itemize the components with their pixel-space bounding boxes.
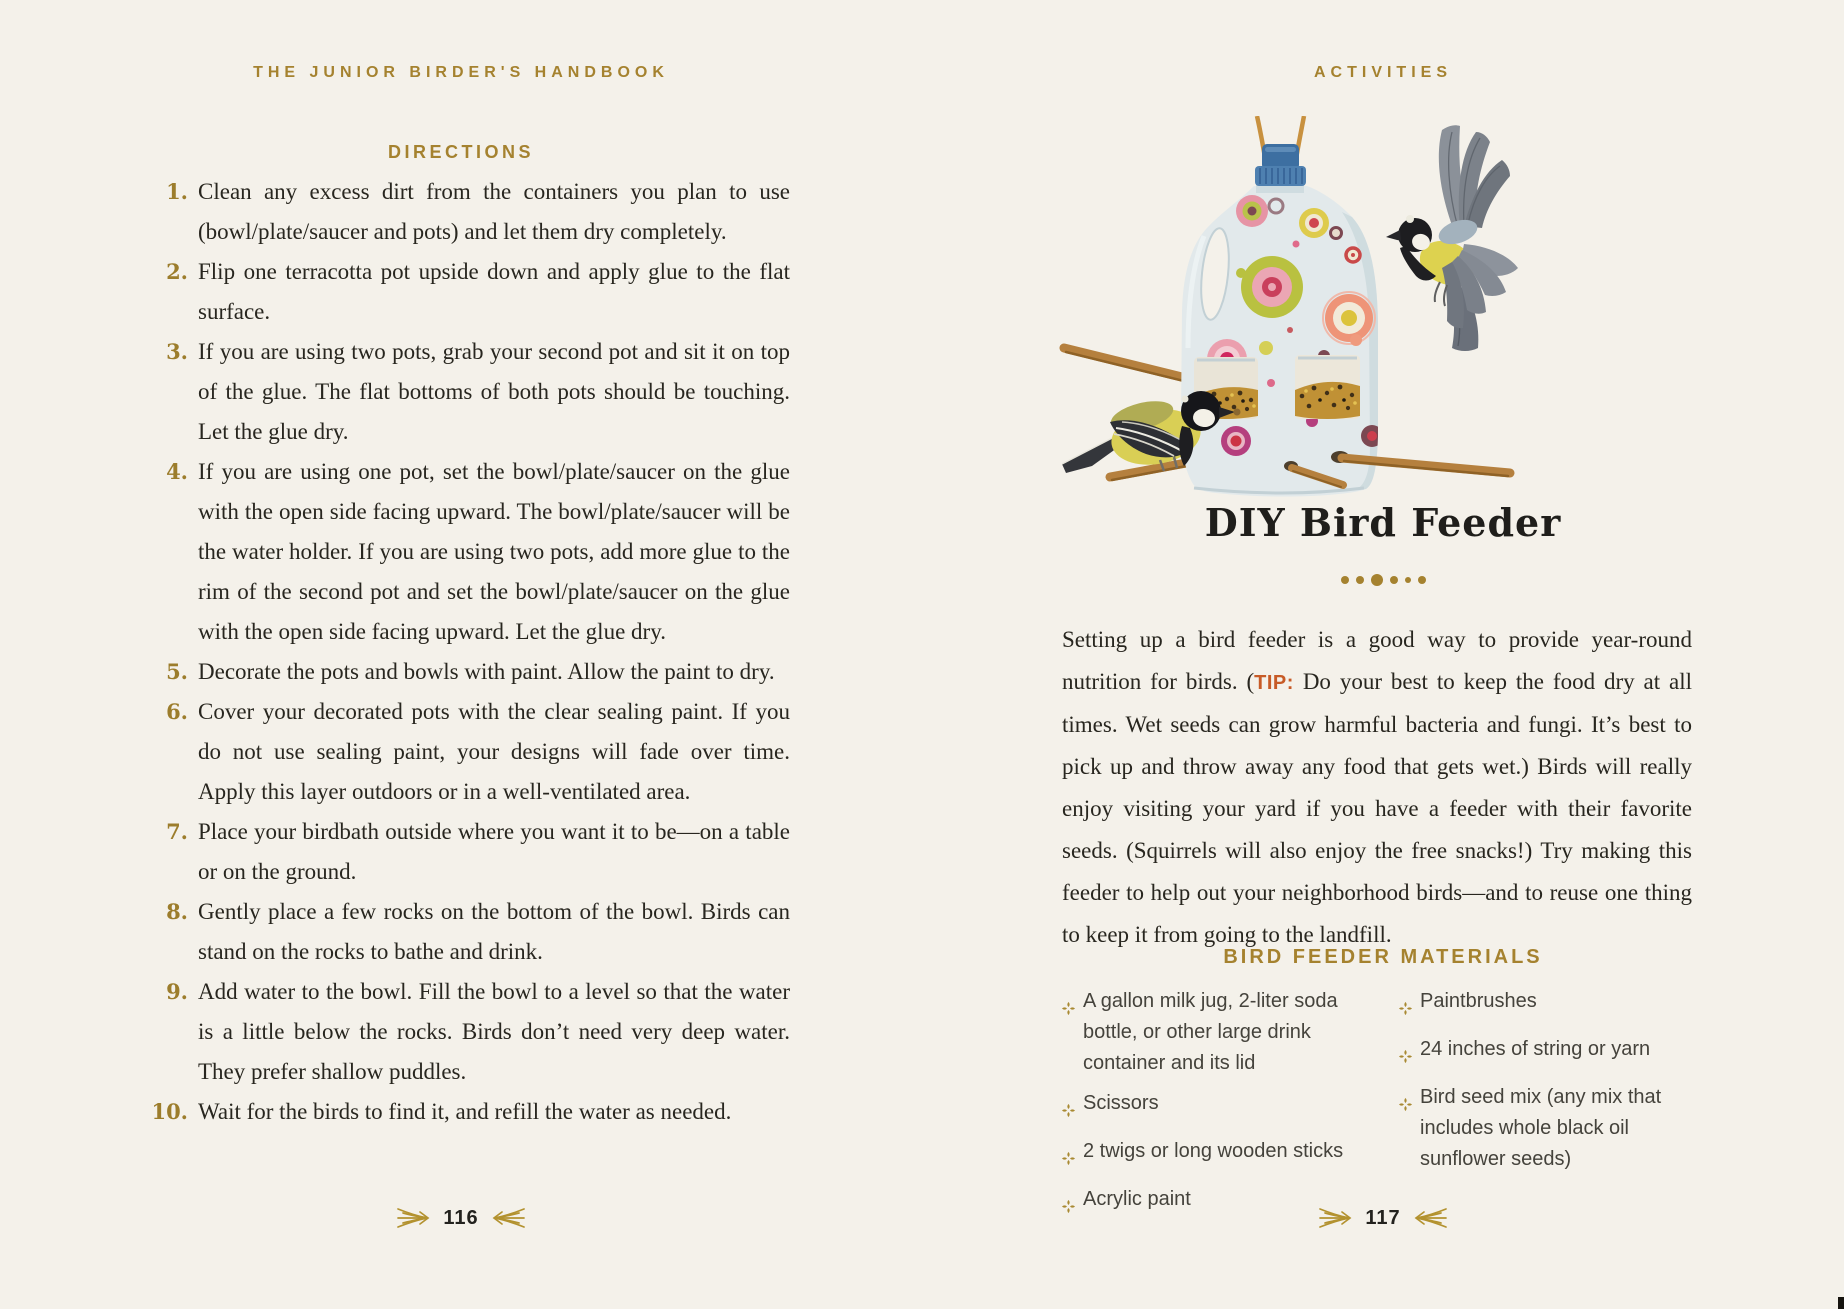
list-number: 5. [166,659,188,684]
list-text: Add water to the bowl. Fill the bowl to a level so that the water is a little below the rocks. Birds don’t need very deep water. They prefer shallow puddles. [198,979,790,1084]
intro-paragraph [1062,619,1692,956]
list-text: A gallon milk jug, 2-liter soda bottle, or other large drink container and its lid [1083,990,1338,1074]
page-right [922,0,1844,1309]
list-item [1062,1136,1377,1175]
page-title: DIY Bird Feeder [1204,500,1562,545]
list-number: 7. [166,819,188,844]
list-item [148,332,796,452]
ornament-dot [1405,577,1411,583]
cross-bullet-icon [1062,1088,1077,1127]
list-item [1062,1088,1377,1127]
list-number: 10. [151,1099,188,1124]
list-item [148,1092,796,1132]
cross-bullet-icon [1062,986,1077,1079]
ornament-dot [1390,576,1398,584]
page-corner-mark [1838,1297,1844,1309]
list-item [148,452,796,652]
list-text: 2 twigs or long wooden sticks [1083,1140,1344,1162]
list-item [1399,986,1714,1025]
list-number: 2. [166,259,188,284]
cross-bullet-icon [1062,1136,1077,1175]
list-text: Place your birdbath outside where you want it to be—on a table or on the ground. [198,819,790,884]
list-item [148,972,796,1092]
list-text: Cover your decorated pots with the clear sealing paint. If you do not use sealing paint, your designs will fade over time. Apply this layer outdoors or in a well-ventilated area. [198,699,790,804]
ornament-dot [1341,576,1349,584]
intro-text-after: Do your best to keep the food dry at all times. Wet seeds can grow harmful bacteria and fungi. It’s best to pick up and throw away any food that gets wet.) Birds will really enjoy visiting your yard if you have a feeder with their favorite seeds. (Squirrels will also enjoy the free snacks!) Try making this feeder to help out your neighborhood birds—and to reuse one thing to keep it from going to the landfill. [1062,669,1692,947]
running-header-left: THE JUNIOR BIRDER'S HANDBOOK [253,64,669,81]
page-number: 116 [443,1206,479,1229]
ornament-dot [1371,574,1383,586]
cross-bullet-icon [1399,1082,1414,1175]
cross-bullet-icon [1399,986,1414,1025]
cross-bullet-icon [1399,1034,1414,1073]
materials-column-left [1062,986,1377,1232]
page-number: 117 [1365,1206,1401,1229]
list-text: Decorate the pots and bowls with paint. Allow the paint to dry. [198,659,775,684]
list-number: 8. [166,899,188,924]
list-number: 3. [166,339,188,364]
folio-right [922,1206,1844,1230]
list-item [148,252,796,332]
ornament-dot [1418,576,1426,584]
materials-heading: BIRD FEEDER MATERIALS [1223,946,1543,968]
list-text: If you are using one pot, set the bowl/plate/saucer on the glue with the open side facing upward. The bowl/plate/saucer will be the water holder. If you are using two pots, add more glue to the rim of the second pot and set the bowl/plate/saucer on the glue with the open side facing upward. Let the glue dry. [198,459,790,644]
list-item [1399,1082,1714,1175]
dots-ornament [922,574,1844,586]
list-item [148,172,796,252]
list-item [148,892,796,972]
materials-column-right [1399,986,1714,1232]
list-number: 1. [166,179,188,204]
list-text: Flip one terracotta pot upside down and apply glue to the flat surface. [198,259,790,324]
arrow-left-ornament-icon [1413,1206,1449,1230]
list-text: Bird seed mix (any mix that includes whole black oil sunflower seeds) [1420,1086,1662,1170]
directions-heading: DIRECTIONS [387,142,534,162]
flying-bird [1386,125,1518,351]
list-text: Wait for the birds to find it, and refill the water as needed. [198,1099,732,1124]
arrow-right-ornament-icon [395,1206,431,1230]
tip-label: TIP: [1254,672,1294,694]
list-number: 6. [166,699,188,724]
list-item [148,652,796,692]
list-text: If you are using two pots, grab your second pot and sit it on top of the glue. The flat bottoms of both pots should be touching. Let the glue dry. [198,339,790,444]
arrow-left-ornament-icon [491,1206,527,1230]
list-text: 24 inches of string or yarn [1420,1038,1651,1060]
list-text: Clean any excess dirt from the containers you plan to use (bowl/plate/saucer and pots) and let them dry completely. [198,179,790,244]
list-item [1062,986,1377,1079]
list-text: Scissors [1083,1092,1159,1114]
list-item [148,692,796,812]
arrow-right-ornament-icon [1317,1206,1353,1230]
intro-text-before: Setting up a bird feeder is a good way to provide year-round nutrition for birds. ( [1062,627,1692,694]
list-text: Acrylic paint [1083,1188,1191,1210]
running-header-right: ACTIVITIES [1313,64,1452,81]
list-item [148,812,796,892]
folio-left [0,1206,922,1230]
directions-list [148,172,796,1132]
list-number: 9. [166,979,188,1004]
list-text: Gently place a few rocks on the bottom of the bowl. Birds can stand on the rocks to bathe and drink. [198,899,790,964]
list-item [1399,1034,1714,1073]
bird-feeder-illustration [1044,116,1704,514]
materials-list [1062,986,1714,1232]
list-text: Paintbrushes [1420,990,1537,1012]
ornament-dot [1356,576,1364,584]
list-number: 4. [166,459,188,484]
